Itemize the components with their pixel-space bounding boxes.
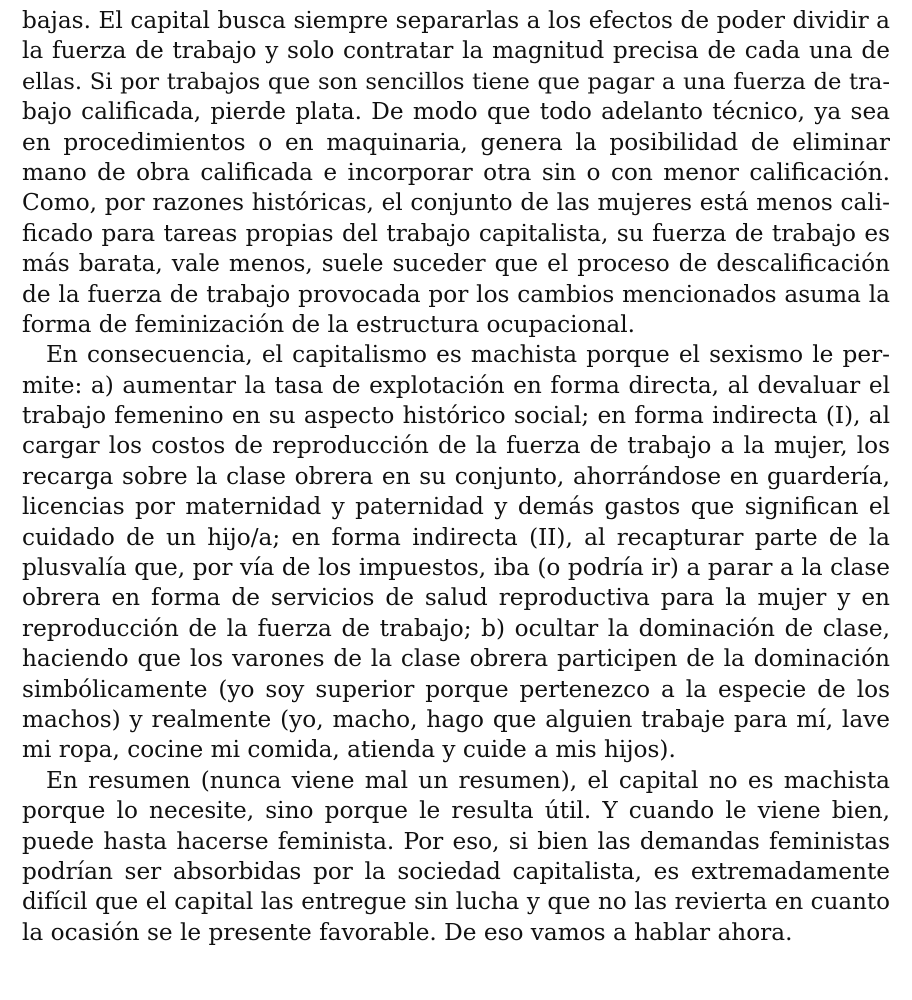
text-line: cargar los costos de reproducción de la fuerza de trabajo a la mujer, los [22,432,890,460]
text-line: porque lo necesite, sino porque le resulta útil. Y cuando le viene bien, [22,797,890,825]
paragraph-1 [22,6,890,340]
text-line: mite: a) aumentar la tasa de explotación en forma directa, al devaluar el [22,371,890,399]
text-line: licencias por maternidad y paternidad y demás gastos que significan el [22,493,890,521]
text-line: reproducción de la fuerza de trabajo; b) ocultar la dominación de clase, [22,614,890,642]
text-line: la ocasión se le presente favorable. De eso vamos a hablar ahora. [22,918,793,946]
paragraph-2 [22,340,890,765]
text-line: trabajo femenino en su aspecto histórico social; en forma indirecta (I), al [22,402,890,430]
text-line: machos) y realmente (yo, macho, hago que alguien trabaje para mí, lave [22,705,890,733]
text-line: forma de feminización de la estructura ocupacional. [22,310,635,338]
text-line: En resumen (nunca viene mal un resumen), el capital no es machista [46,766,890,794]
text-line: En consecuencia, el capitalismo es machista porque el sexismo le per- [46,341,890,369]
text-line: la fuerza de trabajo y solo contratar la magnitud precisa de cada una de [22,37,890,65]
text-line: puede hasta hacerse feminista. Por eso, si bien las demandas feministas [22,827,890,855]
text-line: más barata, vale menos, suele suceder que el proceso de descalificación [22,250,890,278]
text-line: de la fuerza de trabajo provocada por los cambios mencionados asuma la [22,280,890,308]
text-line: bajo calificada, pierde plata. De modo que todo adelanto técnico, ya sea [22,98,890,126]
paragraph-3 [22,766,890,948]
text-line: haciendo que los varones de la clase obrera participen de la dominación [22,645,890,673]
text-line: mano de obra calificada e incorporar otra sin o con menor calificación. [22,158,890,186]
text-line: en procedimientos o en maquinaria, genera la posibilidad de eliminar [22,128,890,156]
text-line: mi ropa, cocine mi comida, atienda y cuide a mis hijos). [22,736,676,764]
text-line: simbólicamente (yo soy superior porque pertenezco a la especie de los [22,675,890,703]
text-line: cuidado de un hijo/a; en forma indirecta (II), al recapturar parte de la [22,523,890,551]
text-line: difícil que el capital las entregue sin lucha y que no las revierta en cuanto [22,889,890,916]
text-line: podrían ser absorbidas por la sociedad capitalista, es extremadamente [22,857,890,885]
text-line: ficado para tareas propias del trabajo capitalista, su fuerza de trabajo es [22,219,890,247]
text-line: recarga sobre la clase obrera en su conjunto, ahorrándose en guardería, [22,462,890,490]
document-page [22,6,890,948]
text-line: Como, por razones históricas, el conjunto de las mujeres está menos cali- [22,189,890,217]
text-line: bajas. El capital busca siempre separarlas a los efectos de poder dividir a [22,7,890,34]
text-line: obrera en forma de servicios de salud reproductiva para la mujer y en [22,584,890,612]
text-line: ellas. Si por trabajos que son sencillos tiene que pagar a una fuerza de tra- [22,68,890,95]
text-line: plusvalía que, por vía de los impuestos, iba (o podría ir) a parar a la clase [22,554,890,582]
